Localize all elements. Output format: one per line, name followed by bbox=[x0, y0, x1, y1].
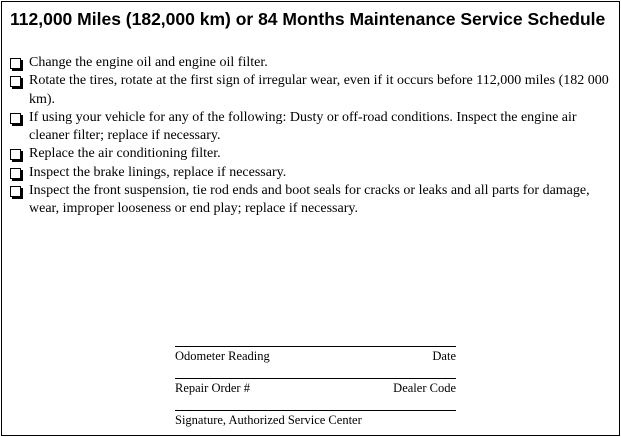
checkbox-icon[interactable] bbox=[10, 149, 21, 160]
checkbox-icon[interactable] bbox=[10, 58, 21, 69]
task-text: Replace the air conditioning filter. bbox=[29, 146, 221, 162]
task-item bbox=[9, 182, 613, 219]
task-text: Change the engine oil and engine oil filter. bbox=[29, 55, 268, 70]
signature-label: Signature, Authorized Service Center bbox=[175, 413, 362, 427]
task-item bbox=[9, 109, 613, 146]
task-text: Rotate the tires, rotate at the first sign of irregular wear, even if it occurs before 112,000 miles (182 000 km). bbox=[29, 73, 609, 107]
odometer-reading-label: Odometer Reading bbox=[175, 349, 270, 363]
task-item bbox=[9, 145, 613, 163]
checkbox-icon[interactable] bbox=[10, 168, 21, 179]
task-item bbox=[9, 164, 613, 182]
task-item bbox=[9, 54, 613, 72]
repair-order-line[interactable] bbox=[175, 378, 456, 396]
signature-line[interactable] bbox=[175, 410, 456, 428]
date-label: Date bbox=[432, 349, 456, 363]
odometer-date-line[interactable] bbox=[175, 346, 456, 364]
task-text: Inspect the brake linings, replace if necessary. bbox=[29, 164, 287, 180]
repair-order-label: Repair Order # bbox=[175, 381, 250, 395]
dealer-code-label: Dealer Code bbox=[393, 381, 456, 395]
checkbox-icon[interactable] bbox=[10, 76, 21, 87]
checkbox-icon[interactable] bbox=[10, 113, 21, 124]
task-item bbox=[9, 72, 613, 109]
task-text: If using your vehicle for any of the following: Dusty or off-road conditions. Inspect the engine air cleaner filter; replace if necessary. bbox=[29, 109, 577, 144]
checkbox-icon[interactable] bbox=[10, 186, 21, 197]
schedule-title: 112,000 Miles (182,000 km) or 84 Months Maintenance Service Schedule bbox=[10, 9, 606, 29]
maintenance-schedule-card bbox=[1, 1, 620, 436]
task-list bbox=[9, 54, 613, 219]
task-text: Inspect the front suspension, tie rod ends and boot seals for cracks or leaks and all parts for damage, wear, improper looseness or end play; replace if necessary. bbox=[29, 183, 590, 217]
